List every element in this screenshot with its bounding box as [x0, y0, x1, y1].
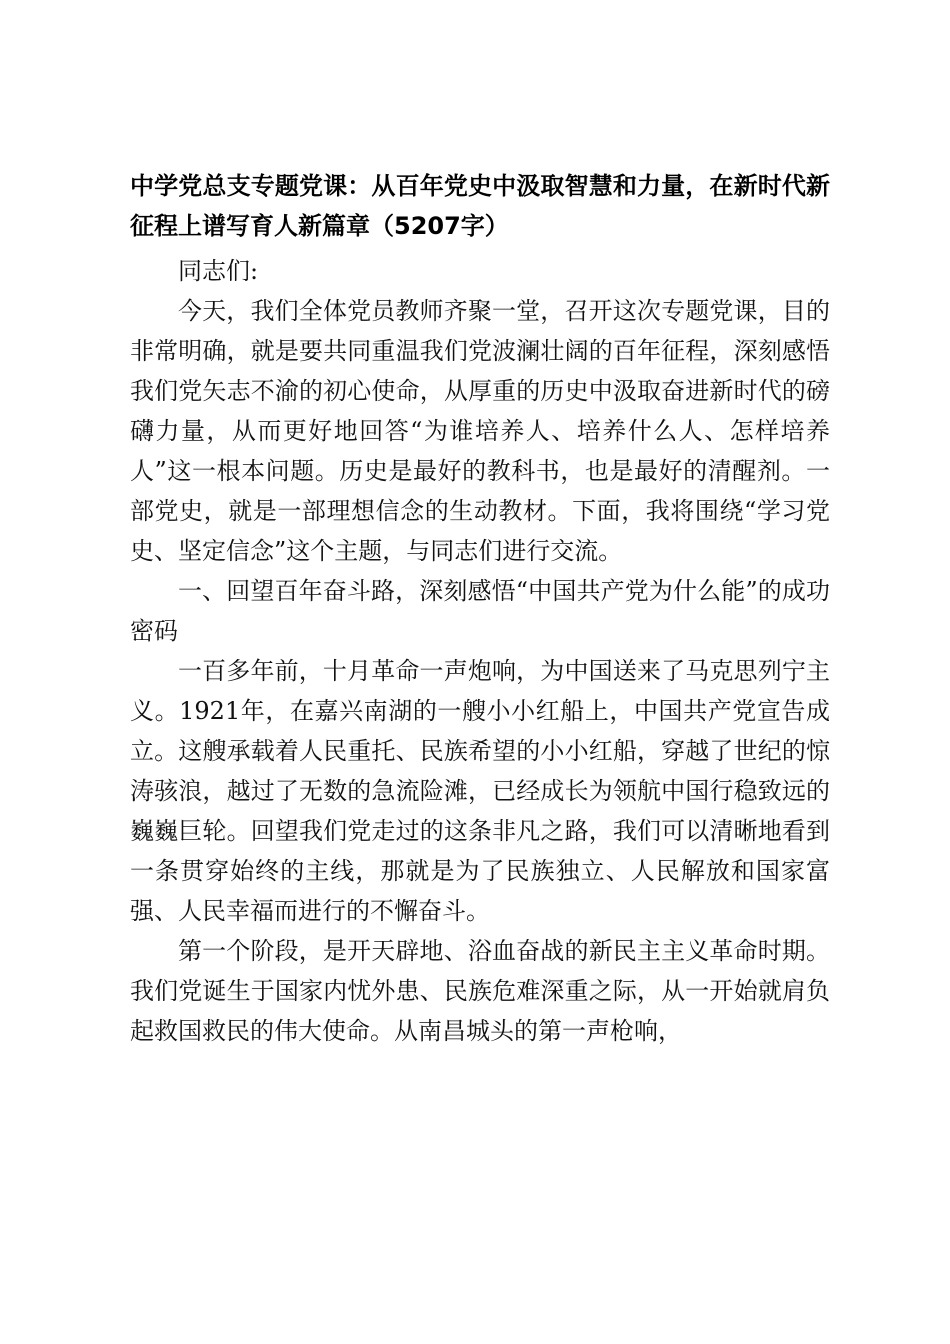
paragraph-stage-one: 第一个阶段，是开天辟地、浴血奋战的新民主主义革命时期。我们党诞生于国家内忧外患、民族危难深重之际，从一开始就肩负起救国救民的伟大使命。从南昌城头的第一声枪响， — [130, 937, 830, 1045]
paragraph-intro: 今天，我们全体党员教师齐聚一堂，召开这次专题党课，目的非常明确，就是要共同重温我们党波澜壮阔的百年征程，深刻感悟我们党矢志不渝的初心使命，从厚重的历史中汲取奋进新时代的磅礴力量，从而更好地回答“为谁培养人、培养什么人、怎样培养人”这一根本问题。历史是最好的教科书，也是最好的清醒剂。一部党史，就是一部理想信念的生动教材。下面，我将围绕“学习党史、坚定信念”这个主题，与同志们进行交流。 — [130, 297, 830, 565]
document-title: 中学党总支专题党课：从百年党史中汲取智慧和力量，在新时代新征程上谱写育人新篇章（5207字） — [130, 172, 830, 240]
section-heading-1: 一、回望百年奋斗路，深刻感悟“中国共产党为什么能”的成功密码 — [130, 577, 830, 645]
salutation: 同志们: — [178, 257, 259, 285]
document-body — [130, 166, 830, 1051]
paragraph-history: 一百多年前，十月革命一声炮响，为中国送来了马克思列宁主义。1921年，在嘉兴南湖的一艘小小红船上，中国共产党宣告成立。这艘承载着人民重托、民族希望的小小红船，穿越了世纪的惊涛骇浪，越过了无数的急流险滩，已经成长为领航中国行稳致远的巍巍巨轮。回望我们党走过的这条非凡之路，我们可以清晰地看到一条贯穿始终的主线，那就是为了民族独立、人民解放和国家富强、人民幸福而进行的不懈奋斗。 — [130, 657, 830, 925]
